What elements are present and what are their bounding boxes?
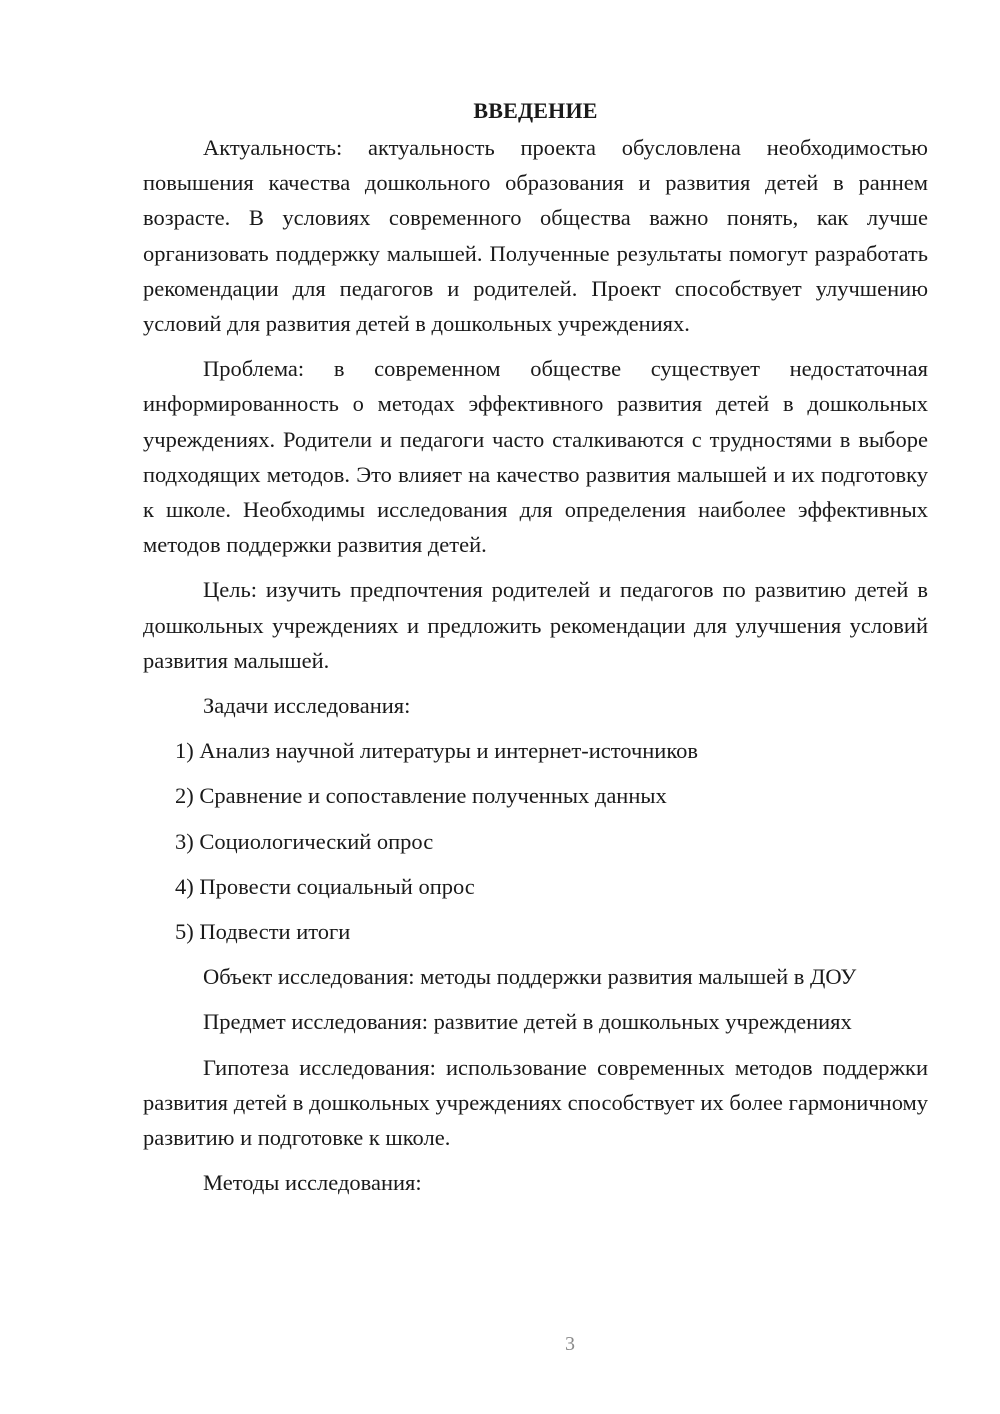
page-content (143, 95, 928, 1210)
page-number: 3 (565, 1333, 575, 1355)
hypothesis-paragraph: Гипотеза исследования: использование современных методов поддержки развития детей в дошкольных учреждениях способствует их более гармоничному развитию и подготовке к школе. (143, 1054, 928, 1151)
research-object: Объект исследования: методы поддержки развития малышей в ДОУ (203, 964, 857, 990)
goal-paragraph: Цель: изучить предпочтения родителей и педагогов по развитию детей в дошкольных учреждениях и предложить рекомендации для улучшения условий развития малышей. (143, 577, 928, 673)
problem-paragraph: Проблема: в современном обществе существует недостаточная информированность о методах эффективного развития детей в дошкольных учреждениях. Родители и педагоги часто сталкиваются с трудностями в выборе подходящих методов. Это влияет на качество развития малышей и их подготовку к школе. Необходимы исследования для определения наиболее эффективных методов поддержки развития детей. (143, 356, 928, 558)
tasks-heading: Задачи исследования: (203, 693, 411, 719)
methods-heading: Методы исследования: (203, 1170, 422, 1196)
task-item-1: 1) Анализ научной литературы и интернет-источников (175, 738, 699, 764)
section-title: ВВЕДЕНИЕ (473, 98, 598, 123)
task-item-5: 5) Подвести итоги (175, 919, 351, 945)
task-item-4: 4) Провести социальный опрос (175, 873, 475, 899)
task-item-2: 2) Сравнение и сопоставление полученных данных (175, 783, 667, 809)
research-subject: Предмет исследования: развитие детей в дошкольных учреждениях (203, 1009, 852, 1035)
relevance-paragraph: Актуальность: актуальность проекта обусловлена необходимостью повышения качества дошкольного образования и развития детей в раннем возрасте. В условиях современного общества важно понять, как лучше организовать поддержку малышей. Полученные результаты помогут разработать рекомендации для педагогов и родителей. Проект способствует улучшению условий для развития детей в дошкольных учреждениях. (143, 135, 928, 337)
task-item-3: 3) Социологический опрос (175, 828, 434, 854)
